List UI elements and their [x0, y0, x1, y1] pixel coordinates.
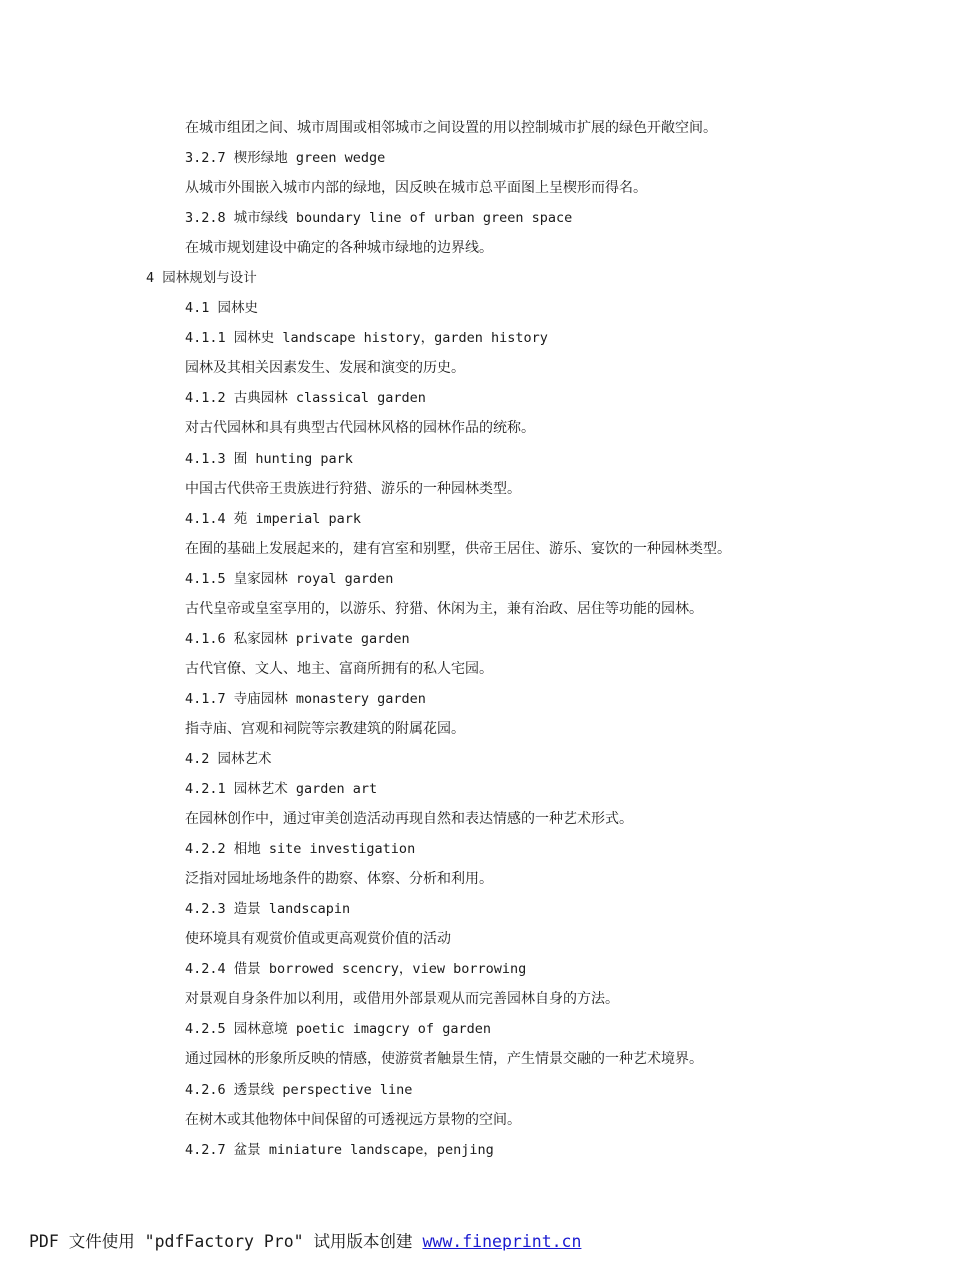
term-heading: 4.1.1 园林史 landscape history，garden history — [185, 330, 548, 347]
paragraph-line: 在城市组团之间、城市周围或相邻城市之间设置的用以控制城市扩展的绿色开敞空间。 — [185, 120, 717, 136]
paragraph-line: 在城市规划建设中确定的各种城市绿地的边界线。 — [185, 240, 493, 257]
paragraph-line: 对古代园林和具有典型古代园林风格的园林作品的统称。 — [185, 420, 535, 437]
term-heading: 4.2.5 园林意境 poetic imagcry of garden — [185, 1021, 491, 1038]
term-heading: 3.2.8 城市绿线 boundary line of urban green space — [185, 210, 573, 227]
document-body — [0, 113, 979, 1165]
footer-text: PDF 文件使用 "pdfFactory Pro" 试用版本创建 — [29, 1232, 423, 1251]
paragraph-line: 古代皇帝或皇室享用的，以游乐、狩猎、休闲为主，兼有治政、居住等功能的园林。 — [185, 600, 703, 617]
term-heading: 4.1.5 皇家园林 royal garden — [185, 570, 394, 587]
footer-link[interactable]: www.fineprint.cn — [422, 1232, 582, 1251]
term-heading: 4.2.6 透景线 perspective line — [185, 1081, 413, 1098]
term-heading: 4.2.4 借景 borrowed scencry，view borrowing — [185, 961, 527, 978]
section-heading: 4.1 园林史 — [185, 300, 259, 317]
paragraph-line: 通过园林的形象所反映的情感，使游赏者触景生情，产生情景交融的一种艺术境界。 — [185, 1051, 703, 1068]
term-heading: 4.1.7 寺庙园林 monastery garden — [185, 690, 426, 707]
paragraph-line: 园林及其相关因素发生、发展和演变的历史。 — [185, 360, 465, 377]
paragraph-line: 在树木或其他物体中间保留的可透视远方景物的空间。 — [185, 1111, 521, 1128]
pdf-footer — [29, 1228, 581, 1252]
paragraph-line: 从城市外围嵌入城市内部的绿地，因反映在城市总平面图上呈楔形而得名。 — [185, 180, 647, 197]
paragraph-line: 使环境具有观赏价值或更高观赏价值的活动 — [185, 931, 451, 948]
paragraph-line: 在园林创作中，通过审美创造活动再现自然和表达情感的一种艺术形式。 — [185, 811, 633, 828]
term-heading: 4.1.6 私家园林 private garden — [185, 630, 410, 647]
paragraph-line: 泛指对园址场地条件的勘察、体察、分析和利用。 — [185, 871, 493, 888]
paragraph-line: 中国古代供帝王贵族进行狩猎、游乐的一种园林类型。 — [185, 480, 521, 497]
term-heading: 4.1.3 囿 hunting park — [185, 450, 353, 467]
section-heading: 4.2 园林艺术 — [185, 750, 272, 767]
term-heading: 4.1.4 苑 imperial park — [185, 510, 362, 527]
term-heading: 4.2.2 相地 site investigation — [185, 841, 416, 858]
paragraph-line: 指寺庙、宫观和祠院等宗教建筑的附属花园。 — [185, 720, 465, 737]
paragraph-line: 对景观自身条件加以利用，或借用外部景观从而完善园林自身的方法。 — [185, 991, 619, 1008]
term-heading: 4.1.2 古典园林 classical garden — [185, 390, 426, 407]
chapter-heading: 4 园林规划与设计 — [146, 270, 257, 287]
term-heading: 3.2.7 楔形绿地 green wedge — [185, 150, 386, 167]
term-heading: 4.2.3 造景 landscapin — [185, 901, 351, 918]
paragraph-line: 古代官僚、文人、地主、富商所拥有的私人宅园。 — [185, 660, 493, 677]
term-heading: 4.2.1 园林艺术 garden art — [185, 781, 378, 798]
paragraph-line: 在囿的基础上发展起来的，建有宫室和别墅，供帝王居住、游乐、宴饮的一种园林类型。 — [185, 540, 731, 557]
term-heading: 4.2.7 盆景 miniature landscape，penjing — [185, 1141, 494, 1158]
